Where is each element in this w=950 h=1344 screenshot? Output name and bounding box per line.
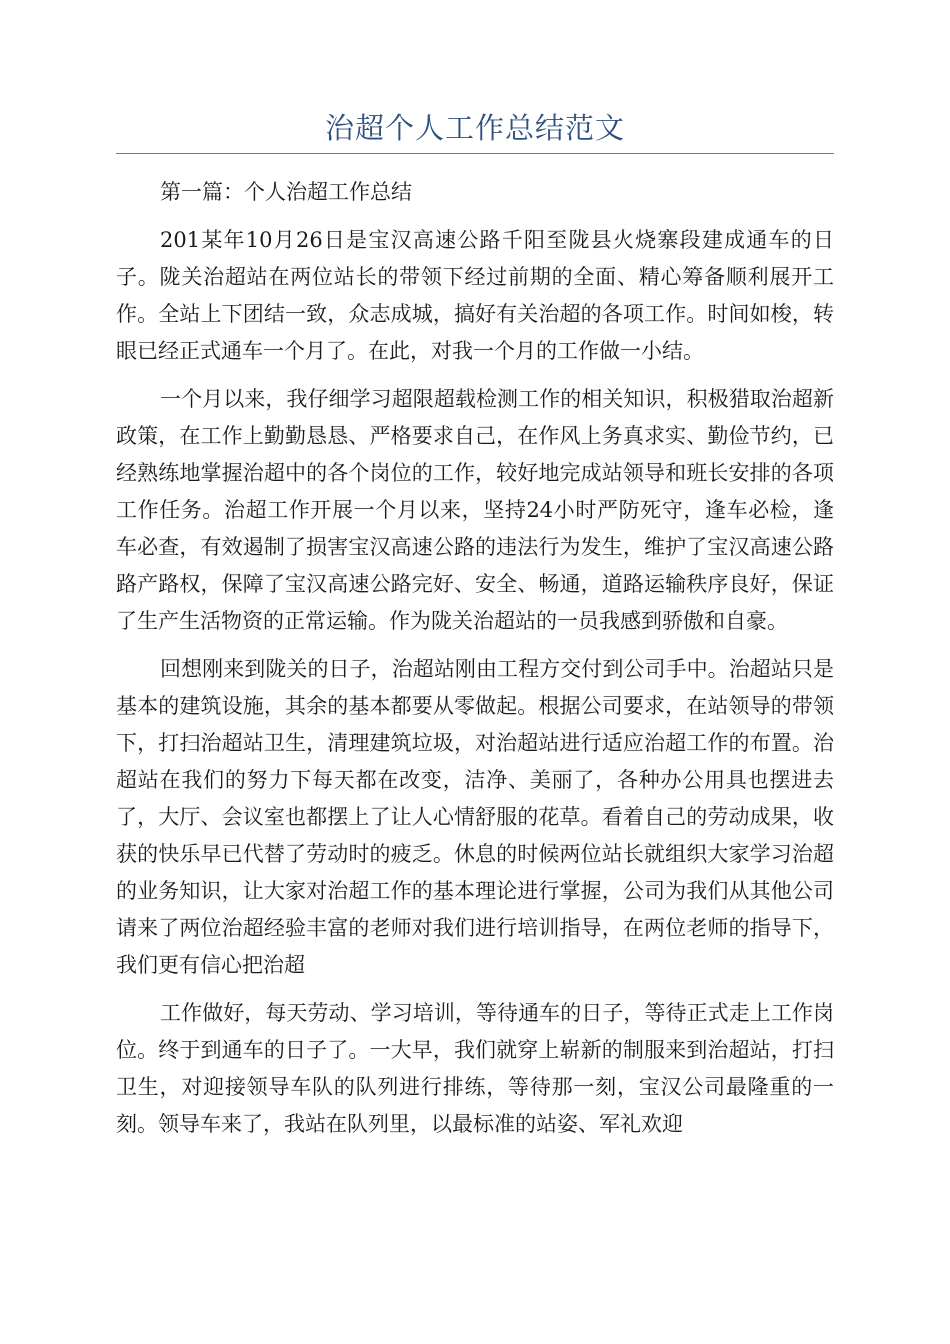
paragraph: 201某年10月26日是宝汉高速公路千阳至陇县火烧寨段建成通车的日子。陇关治超站在两位站长的带领下经过前期的全面、精心筹备顺利展开工作。全站上下团结一致，众志成城，搞好有关治超的各项工作。时间如梭，转眼已经正式通车一个月了。在此，对我一个月的工作做一小结。 (116, 228, 834, 363)
section-heading: 第一篇：个人治超工作总结 (160, 180, 412, 204)
document-body (116, 174, 834, 1154)
document-title: 治超个人工作总结范文 (324, 111, 625, 145)
paragraph: 回想刚来到陇关的日子，治超站刚由工程方交付到公司手中。治超站只是基本的建筑设施，其余的基本都要从零做起。根据公司要求，在站领导的带领下，打扫治超站卫生，清理建筑垃圾，对治超站进行适应治超工作的布置。治超站在我们的努力下每天都在改变，洁净、美丽了，各种办公用具也摆进去了，大厅、会议室也都摆上了让人心情舒服的花草。看着自己的劳动成果，收获的快乐早已代替了劳动时的疲乏。休息的时候两位站长就组织大家学习治超的业务知识，让大家对治超工作的基本理论进行掌握，公司为我们从其他公司请来了两位治超经验丰富的老师对我们进行培训指导，在两位老师的指导下，我们更有信心把治超 (116, 657, 834, 977)
paragraph: 一个月以来，我仔细学习超限超载检测工作的相关知识，积极猎取治超新政策，在工作上勤勤恳恳、严格要求自己，在作风上务真求实、勤俭节约，已经熟练地掌握治超中的各个岗位的工作，较好地完成站领导和班长安排的各项工作任务。治超工作开展一个月以来，坚持24小时严防死守，逢车必检，逢车必查，有效遏制了损害宝汉高速公路的违法行为发生，维护了宝汉高速公路路产路权，保障了宝汉高速公路完好、安全、畅通，道路运输秩序良好，保证了生产生活物资的正常运输。作为陇关治超站的一员我感到骄傲和自豪。 (116, 387, 834, 633)
title-underline (116, 153, 834, 154)
paragraph: 工作做好，每天劳动、学习培训，等待通车的日子，等待正式走上工作岗位。终于到通车的日子了。一大早，我们就穿上崭新的制服来到治超站，打扫卫生，对迎接领导车队的队列进行排练，等待那一刻，宝汉公司最隆重的一刻。领导车来了，我站在队列里，以最标准的站姿、军礼欢迎 (116, 1001, 834, 1136)
